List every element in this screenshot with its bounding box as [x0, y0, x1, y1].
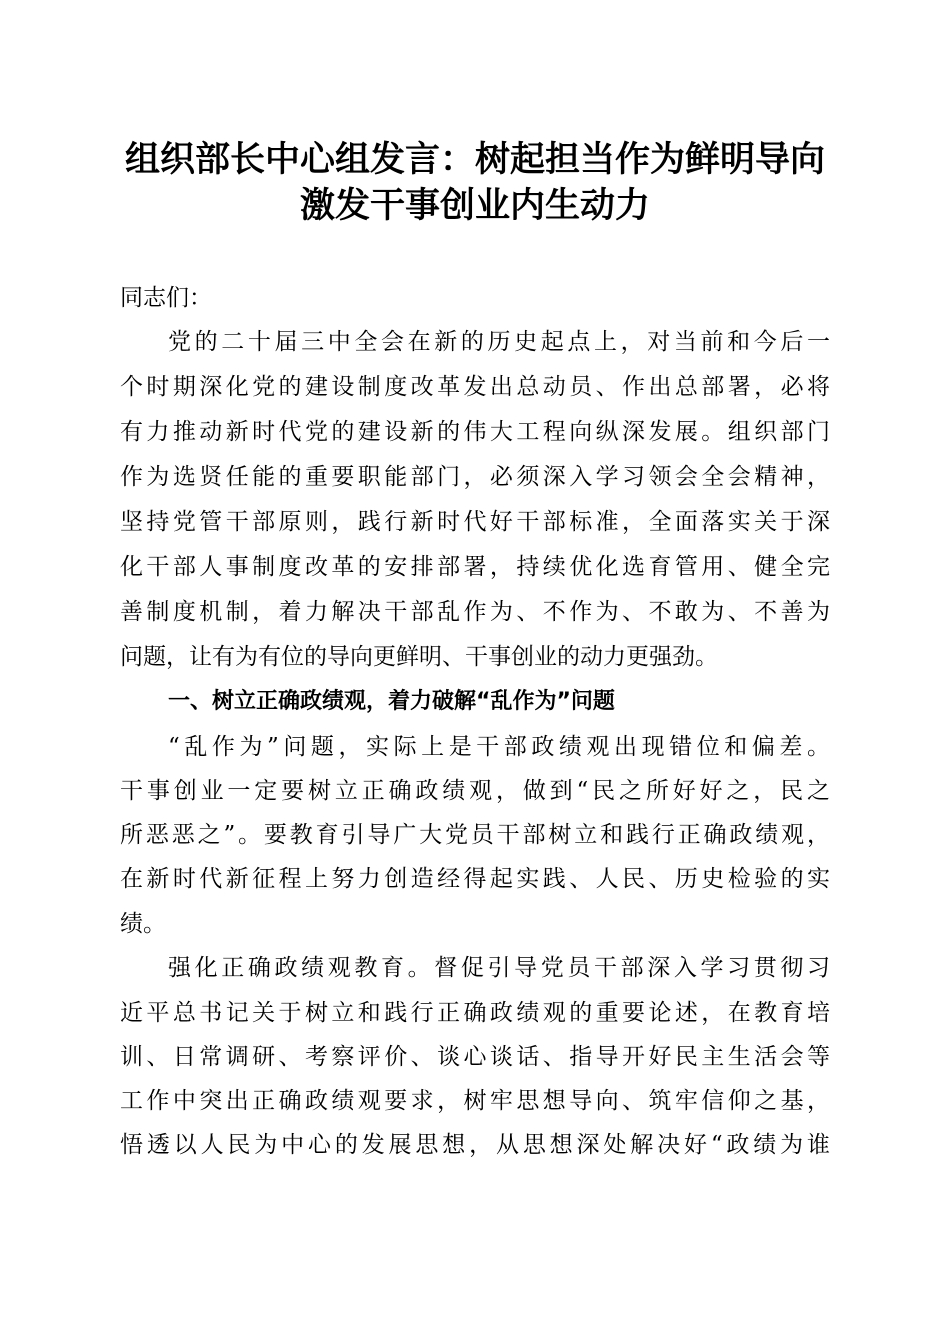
document-title-line-2: 激发干事创业内生动力	[299, 185, 650, 226]
section-1-para-1-line: 干事创业一定要树立正确政绩观，做到“民之所好好之，民之	[120, 778, 830, 804]
section-1-para-2-line: 工作中突出正确政绩观要求，树牢思想导向、筑牢信仰之基，	[120, 1088, 830, 1114]
section-1-para-2-line: 训、日常调研、考察评价、谈心谈话、指导开好民主生活会等	[120, 1044, 830, 1070]
intro-line: 党的二十届三中全会在新的历史起点上，对当前和今后一	[168, 329, 830, 355]
section-1-para-1-line: “乱作为”问题，实际上是干部政绩观出现错位和偏差。	[168, 734, 830, 760]
section-1-heading: 一、树立正确政绩观，着力破解“乱作为”问题	[168, 689, 615, 714]
intro-line: 问题，让有为有位的导向更鲜明、干事创业的动力更强劲。	[120, 644, 718, 670]
document-title-line-1: 组织部长中心组发言：树起担当作为鲜明导向	[124, 139, 825, 180]
section-1-para-2-line: 强化正确政绩观教育。督促引导党员干部深入学习贯彻习	[168, 955, 830, 981]
intro-line: 有力推动新时代党的建设新的伟大工程向纵深发展。组织部门	[120, 419, 830, 445]
intro-line: 善制度机制，着力解决干部乱作为、不作为、不敢为、不善为	[120, 599, 830, 625]
intro-line: 个时期深化党的建设制度改革发出总动员、作出总部署，必将	[120, 374, 830, 400]
salutation: 同志们：	[120, 285, 212, 311]
section-1-para-1-line: 在新时代新征程上努力创造经得起实践、人民、历史检验的实	[120, 866, 830, 892]
intro-line: 坚持党管干部原则，践行新时代好干部标准，全面落实关于深	[120, 509, 830, 535]
section-1-para-2-line: 近平总书记关于树立和践行正确政绩观的重要论述，在教育培	[120, 1000, 830, 1026]
section-1-para-1-line: 所恶恶之”。要教育引导广大党员干部树立和践行正确政绩观，	[120, 822, 830, 848]
section-1-para-2-line: 悟透以人民为中心的发展思想，从思想深处解决好“政绩为谁	[120, 1132, 830, 1158]
intro-line: 化干部人事制度改革的安排部署，持续优化选育管用、健全完	[120, 554, 830, 580]
section-1-para-1-line: 绩。	[120, 911, 166, 937]
intro-line: 作为选贤任能的重要职能部门，必须深入学习领会全会精神，	[120, 464, 830, 490]
